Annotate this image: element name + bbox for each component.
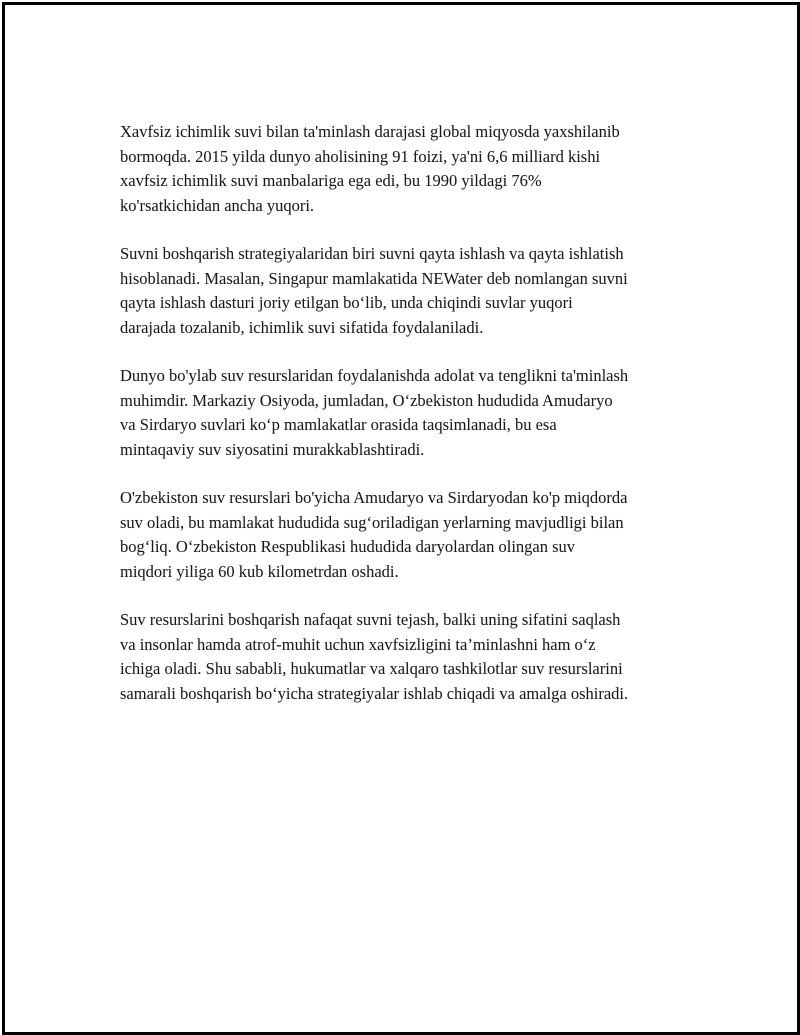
text-line: Suv resurslarini boshqarish nafaqat suvni tejash, balki uning sifatini saqlash bbox=[120, 610, 621, 629]
text-line: O'zbekiston suv resurslari bo'yicha Amudaryo va Sirdaryodan ko'p miqdorda bbox=[120, 488, 628, 507]
text-line: va insonlar hamda atrof-muhit uchun xavfsizligini ta’minlashni ham o‘z bbox=[120, 634, 596, 654]
paragraph-5 bbox=[120, 608, 700, 706]
paragraph-2 bbox=[120, 242, 700, 340]
text-line: ichiga oladi. Shu sababli, hukumatlar va xalqaro tashkilotlar suv resurslarini bbox=[120, 659, 623, 678]
text-line: Dunyo bo'ylab suv resurslaridan foydalanishda adolat va tenglikni ta'minlash bbox=[120, 366, 629, 385]
text-line: ko'rsatkichidan ancha yuqori. bbox=[120, 195, 315, 215]
text-line: miqdori yiliga 60 kub kilometrdan oshadi. bbox=[120, 561, 399, 581]
text-line: bormoqda. 2015 yilda dunyo aholisining 91 foizi, ya'ni 6,6 milliard kishi bbox=[120, 146, 601, 166]
text-line: suv oladi, bu mamlakat hududida sug‘oriladigan yerlarning mavjudligi bilan bbox=[120, 512, 624, 532]
paragraph-4 bbox=[120, 486, 700, 584]
text-line: mintaqaviy suv siyosatini murakkablashtiradi. bbox=[120, 439, 425, 459]
document-body bbox=[120, 120, 700, 730]
text-line: Suvni boshqarish strategiyalaridan biri suvni qayta ishlash va qayta ishlatish bbox=[120, 244, 624, 263]
text-line: samarali boshqarish bo‘yicha strategiyalar ishlab chiqadi va amalga oshiradi. bbox=[120, 683, 629, 703]
text-line: xavfsiz ichimlik suvi manbalariga ega edi, bu 1990 yildagi 76% bbox=[120, 171, 542, 190]
text-line: darajada tozalanib, ichimlik suvi sifatida foydalaniladi. bbox=[120, 317, 484, 337]
page-border bbox=[2, 2, 800, 1035]
text-line: Xavfsiz ichimlik suvi bilan ta'minlash darajasi global miqyosda yaxshilanib bbox=[120, 122, 620, 141]
text-line: va Sirdaryo suvlari ko‘p mamlakatlar orasida taqsimlanadi, bu esa bbox=[120, 415, 557, 434]
paragraph-1 bbox=[120, 120, 700, 218]
text-line: muhimdir. Markaziy Osiyoda, jumladan, O‘zbekiston hududida Amudaryo bbox=[120, 390, 613, 410]
text-line: qayta ishlash dasturi joriy etilgan bo‘lib, unda chiqindi suvlar yuqori bbox=[120, 293, 573, 312]
paragraph-3 bbox=[120, 364, 700, 462]
text-line: bog‘liq. O‘zbekiston Respublikasi hududida daryolardan olingan suv bbox=[120, 537, 576, 556]
text-line: hisoblanadi. Masalan, Singapur mamlakatida NEWater deb nomlangan suvni bbox=[120, 268, 628, 288]
